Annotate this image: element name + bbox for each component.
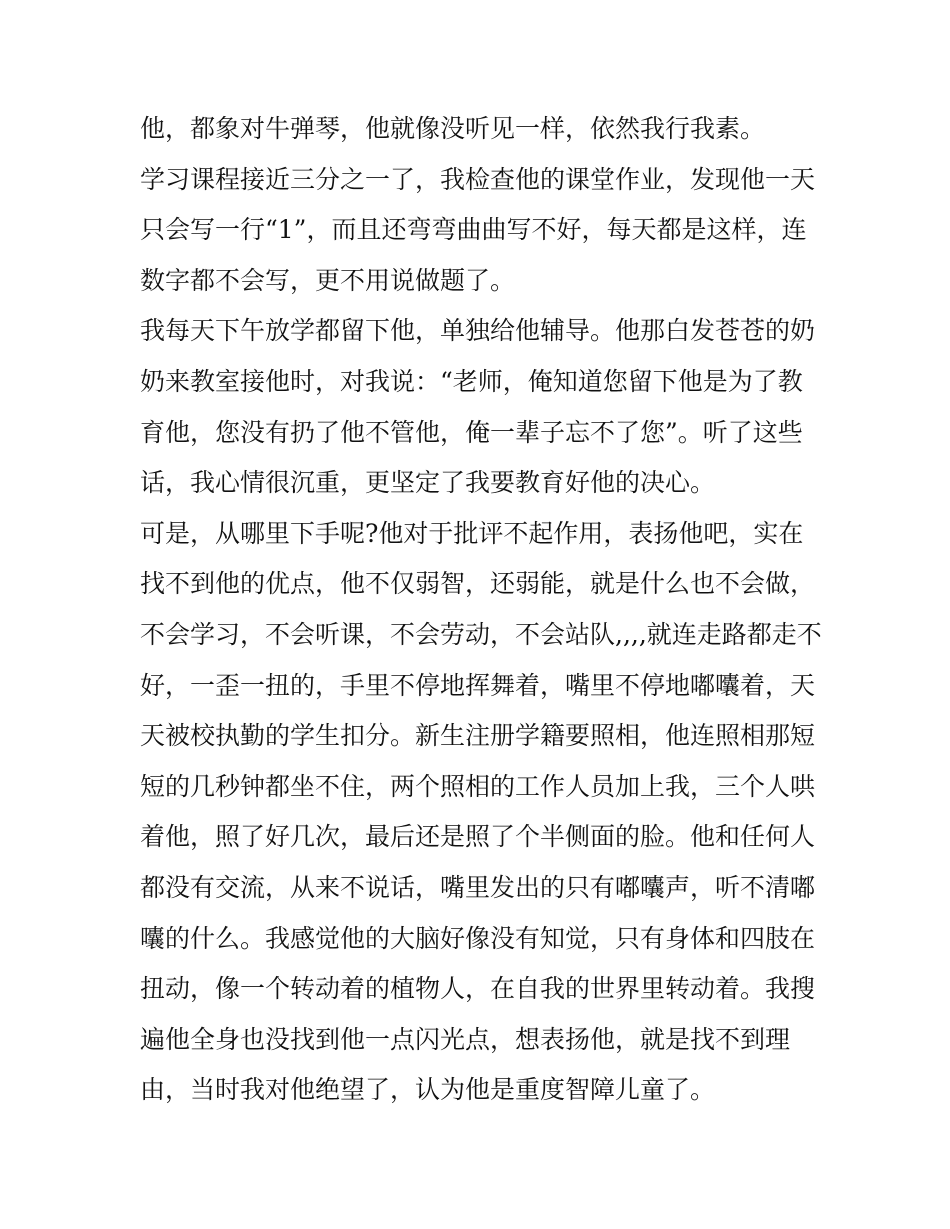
- text-line: 奶来教室接他时，对我说：“老师，俺知道您留下他是为了教: [140, 366, 803, 396]
- document-body: [140, 104, 830, 1116]
- text-line: 可是，从哪里下手呢?他对于批评不起作用，表扬他吧，实在: [140, 518, 804, 548]
- text-line: 着他，照了好几次，最后还是照了个半侧面的脸。他和任何人: [140, 822, 816, 852]
- text-line: 都没有交流，从来不说话，嘴里发出的只有嘟囔声，听不清嘟: [140, 872, 816, 902]
- text-line: 我每天下午放学都留下他，单独给他辅导。他那白发苍苍的奶: [140, 316, 816, 346]
- text-line: 只会写一行“1”，而且还弯弯曲曲写不好，每天都是这样，连: [140, 215, 807, 245]
- text-line: 学习课程接近三分之一了，我检查他的课堂作业，发现他一天: [140, 164, 816, 194]
- text-line: 好，一歪一扭的，手里不停地挥舞着，嘴里不停地嘟囔着，天: [140, 670, 816, 700]
- text-line: 话，我心情很沉重，更坚定了我要教育好他的决心。: [140, 468, 716, 498]
- text-line: 育他，您没有扔了他不管他，俺一辈子忘不了您”。听了这些: [140, 417, 803, 447]
- text-line: 他，都象对牛弹琴，他就像没听见一样，依然我行我素。: [140, 114, 766, 143]
- text-line: 囔的什么。我感觉他的大脑好像没有知觉，只有身体和四肢在: [140, 923, 816, 953]
- text-line: 扭动，像一个转动着的植物人，在自我的世界里转动着。我搜: [140, 974, 816, 1004]
- text-line: 不会学习，不会听课，不会劳动，不会站队,,,,就连走路都走不: [140, 619, 822, 649]
- text-line: 由，当时我对他绝望了，认为他是重度智障儿童了。: [140, 1075, 716, 1105]
- text-line: 数字都不会写，更不用说做题了。: [140, 265, 516, 295]
- text-line: 遍他全身也没找到他一点闪光点，想表扬他，就是找不到理: [140, 1024, 791, 1054]
- text-line: 天被校执勤的学生扣分。新生注册学籍要照相，他连照相那短: [140, 721, 816, 751]
- text-line: 短的几秒钟都坐不住，两个照相的工作人员加上我，三个人哄: [140, 771, 816, 801]
- text-line: 找不到他的优点，他不仅弱智，还弱能，就是什么也不会做，: [140, 569, 816, 599]
